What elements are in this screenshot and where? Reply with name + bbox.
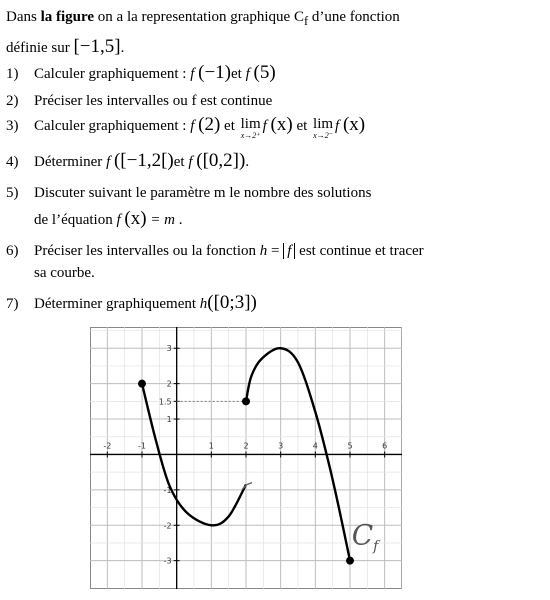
math-arg: (5) [253, 62, 276, 83]
question-number: 5) [6, 185, 19, 201]
lim-subscript: x→2⁺ [240, 131, 261, 140]
math-arg: (−1) [198, 62, 231, 83]
question-number: 7) [6, 296, 19, 312]
x-tick-label: 3 [278, 441, 284, 451]
y-tick-label: 3 [166, 344, 172, 354]
intro-subscript: f [303, 14, 309, 28]
intro-text-2: on a la representation graphique C [94, 9, 304, 25]
question-connector: et [292, 118, 312, 134]
math-arg: ([−1,2[) [113, 150, 174, 171]
closed-endpoint [346, 557, 354, 565]
question-text: Déterminer [34, 154, 107, 170]
x-tick-label: 4 [312, 441, 318, 451]
question-connector: et [220, 118, 239, 134]
question-4 [6, 150, 546, 173]
math-f: f [335, 118, 340, 134]
question-number: 4) [6, 154, 19, 170]
math-f: f [188, 154, 193, 170]
curve-label-letter: C [351, 518, 374, 552]
y-tick-label: 2 [166, 379, 172, 389]
lim-word: lim [240, 116, 261, 132]
closed-endpoint [138, 380, 146, 388]
question-line-2 [6, 208, 183, 229]
question-text: Déterminer graphiquement [34, 296, 200, 312]
question-number: 3) [6, 118, 19, 134]
x-tick-label: -1 [138, 441, 146, 451]
x-tick-label: 6 [382, 441, 388, 451]
question-text: Calculer graphiquement : [34, 66, 191, 82]
math-equals-m: = m [146, 212, 176, 228]
question-text: Préciser les intervalles ou f est continue [34, 93, 273, 109]
y-tick-label: 1 [166, 415, 172, 425]
question-text-2: de l’équation [34, 212, 117, 228]
question-text-rest: est continue et tracer [295, 243, 424, 259]
curve-label-sub: f [373, 538, 379, 555]
lim-subscript: x→2⁻ [313, 131, 333, 140]
question-number: 1) [6, 66, 19, 82]
math-f: f [262, 118, 267, 134]
lim-word: lim [313, 116, 334, 132]
math-arg: (x) [124, 208, 147, 229]
limit-right [240, 116, 261, 141]
math-h: h [199, 296, 208, 312]
question-connector: et [231, 66, 246, 82]
question-5 [6, 182, 546, 235]
question-number: 2) [6, 93, 19, 109]
question-text: Discuter suivant le paramètre m le nombre des solutions [34, 185, 372, 201]
x-tick-label: 1 [208, 441, 214, 451]
y-tick-label: -3 [163, 556, 172, 566]
math-arg: ([0;3]) [207, 292, 257, 313]
intro-text-5: . [120, 40, 125, 56]
limit-left [313, 116, 334, 141]
question-text: Calculer graphiquement : [34, 118, 191, 134]
y-tick-label: 1.5 [158, 397, 172, 407]
question-end: . [245, 154, 250, 170]
question-3 [6, 114, 546, 141]
math-f: f [116, 212, 121, 228]
question-2 [6, 90, 546, 112]
intro-text-4: définie sur [6, 40, 74, 56]
math-arg: (2) [198, 114, 221, 135]
intro-bold: la figure [40, 9, 95, 25]
math-f: f [190, 66, 195, 82]
math-arg: ([0,2]) [196, 150, 246, 171]
x-tick-label: 2 [243, 441, 249, 451]
x-tick-label: -2 [103, 441, 112, 451]
intro-domain: [−1,5] [73, 36, 121, 57]
question-text-2: sa courbe. [34, 265, 95, 281]
closed-endpoint [242, 397, 250, 405]
intro-text-1: Dans [6, 9, 41, 25]
question-number: 6) [6, 243, 19, 259]
math-abs-f: f [283, 243, 295, 259]
math-h: h [259, 243, 268, 259]
x-tick-label: 5 [347, 441, 353, 451]
math-f: f [106, 154, 111, 170]
math-f: f [245, 66, 250, 82]
y-tick-label: -1 [163, 485, 172, 495]
question-6 [6, 240, 546, 284]
question-1 [6, 62, 546, 85]
question-end: . [175, 212, 183, 228]
intro-paragraph [6, 4, 546, 61]
math-arg: (x) [270, 114, 293, 135]
function-graph [90, 327, 402, 589]
math-arg: (x) [342, 114, 366, 135]
question-7 [6, 292, 546, 315]
math-equals: = [267, 243, 284, 259]
question-text: Préciser les intervalles ou la fonction [34, 243, 260, 259]
intro-text-3: d’une fonction [308, 9, 400, 25]
question-connector: et [173, 154, 189, 170]
math-f: f [190, 118, 195, 134]
y-tick-label: -2 [163, 521, 172, 531]
